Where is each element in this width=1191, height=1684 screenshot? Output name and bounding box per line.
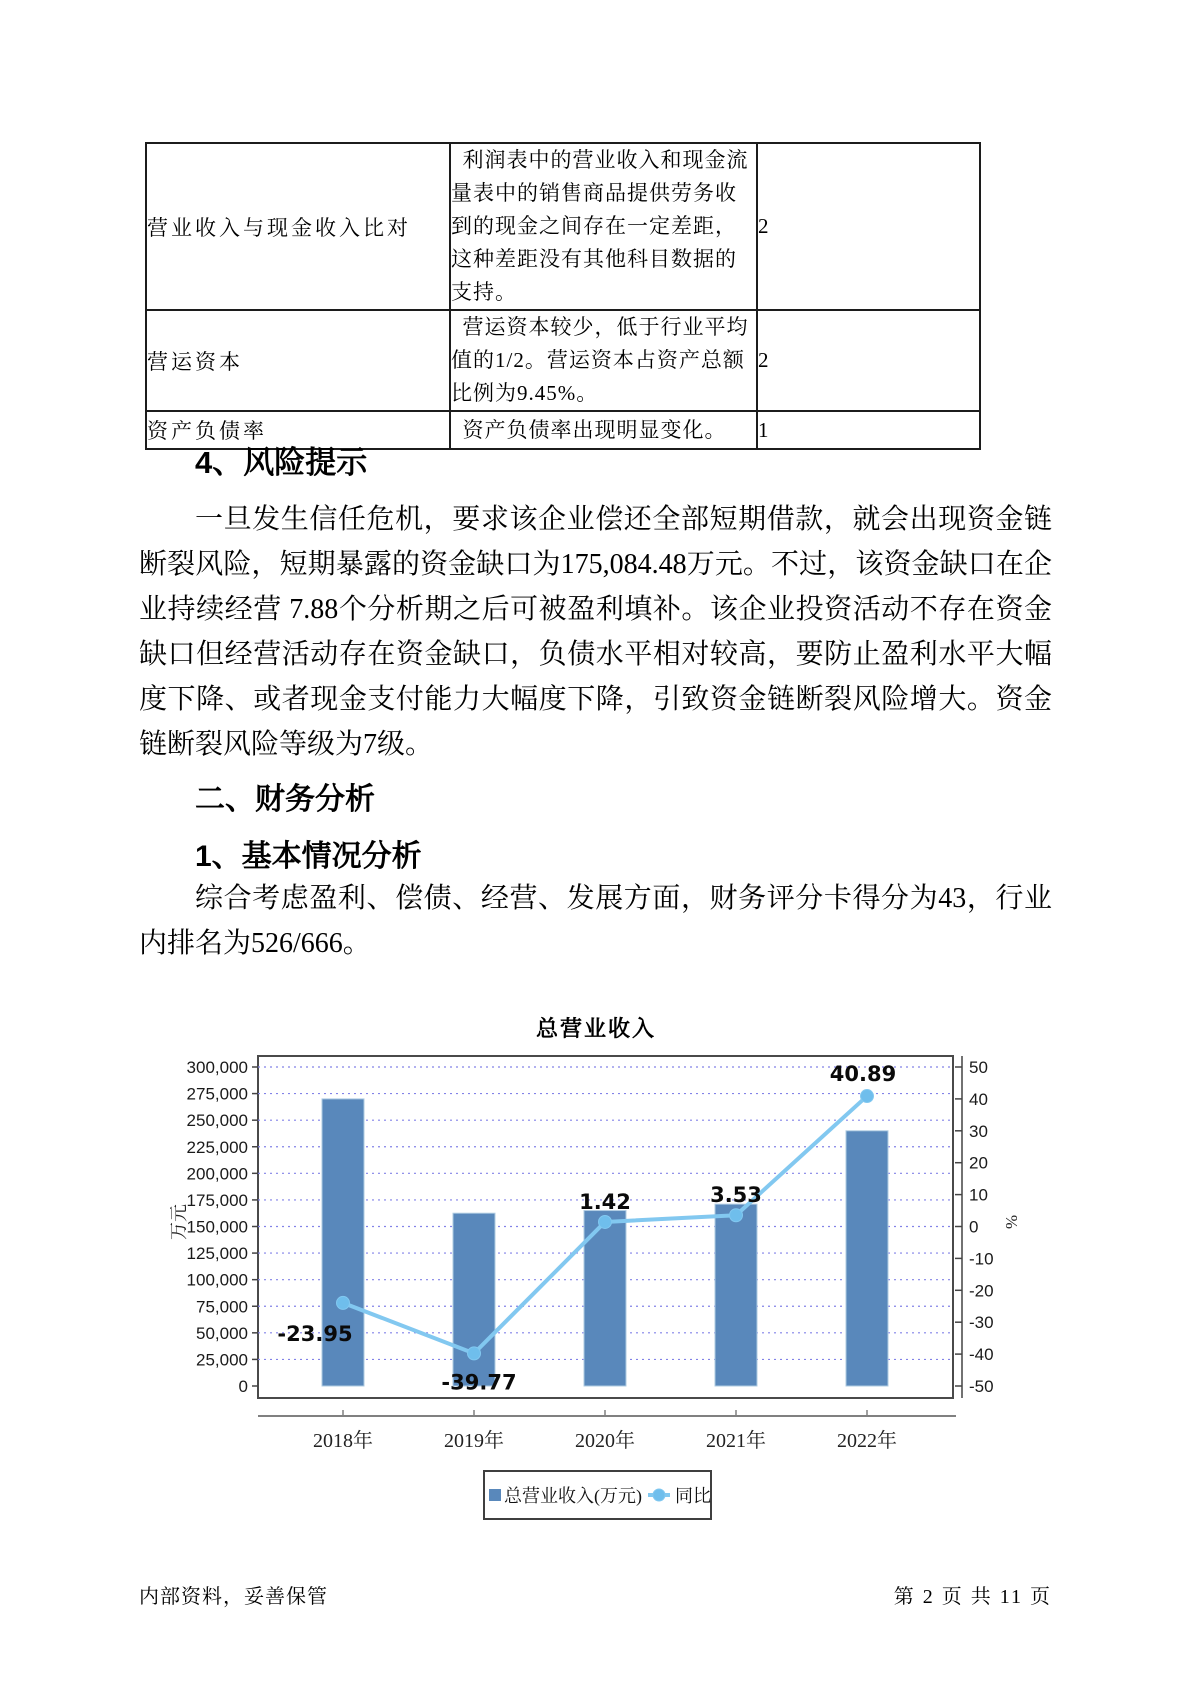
svg-text:0: 0	[969, 1217, 979, 1237]
svg-text:30: 30	[969, 1121, 988, 1141]
bar	[715, 1204, 757, 1386]
heading-financial-analysis: 二、财务分析	[195, 783, 375, 816]
data-label: 1.42	[579, 1189, 631, 1214]
svg-text:40: 40	[969, 1089, 988, 1109]
score-table	[145, 142, 981, 450]
table-row	[146, 143, 980, 310]
data-label: 3.53	[710, 1183, 762, 1208]
svg-text:万元: 万元	[169, 1204, 189, 1240]
row-description: 利润表中的营业收入和现金流量表中的销售商品提供劳务收到的现金之间存在一定差距，这种差距没有其他科目数据的支持。	[451, 148, 749, 304]
svg-text:100,000: 100,000	[186, 1270, 248, 1290]
svg-text:275,000: 275,000	[186, 1084, 248, 1104]
legend-bar-label: 总营业收入(万元)	[504, 1486, 642, 1506]
line-marker	[730, 1209, 743, 1222]
bar-series	[322, 1099, 888, 1386]
legend-line-label: 同比	[675, 1486, 711, 1506]
row-metric: 营运资本	[146, 310, 450, 411]
svg-text:125,000: 125,000	[186, 1244, 248, 1264]
footer-confidential-note: 内部资料，妥善保管	[139, 1586, 328, 1608]
line-marker	[468, 1347, 481, 1360]
data-label: -39.77	[441, 1370, 517, 1395]
svg-text:10: 10	[969, 1185, 988, 1205]
x-axis-label: 2020年	[575, 1430, 635, 1452]
svg-text:75,000: 75,000	[196, 1297, 248, 1317]
risk-paragraph: 一旦发生信任危机，要求该企业偿还全部短期借款，就会出现资金链断裂风险，短期暴露的资金缺口为175,084.48万元。不过，该资金缺口在企业持续经营 7.88个分析期之后可被盈利填补。该企业投资活动不存在资金缺口但经营活动存在资金缺口，负债水平相对较高，要防止盈利水平大幅度下降、或者现金支付能力大幅度下降，引致资金链断裂风险增大。资金链断裂风险等级为7级。	[139, 504, 1052, 760]
line-marker	[599, 1215, 612, 1228]
svg-text:50,000: 50,000	[196, 1323, 248, 1343]
svg-text:20: 20	[969, 1153, 988, 1173]
svg-text:-20: -20	[969, 1281, 994, 1301]
svg-text:300,000: 300,000	[186, 1058, 248, 1077]
row-score: 2	[757, 310, 980, 411]
svg-text:%: %	[1002, 1214, 1021, 1230]
basic-paragraph: 综合考虑盈利、偿债、经营、发展方面，财务评分卡得分为43，行业内排名为526/666。	[139, 883, 1052, 959]
data-label: 40.89	[829, 1062, 897, 1087]
svg-text:-50: -50	[969, 1377, 994, 1396]
row-score: 1	[757, 411, 980, 449]
x-axis-label: 2022年	[837, 1430, 897, 1452]
bar	[846, 1131, 888, 1386]
chart-plot-area	[169, 1056, 1021, 1519]
row-metric: 资产负债率	[146, 411, 450, 449]
heading-basic-analysis: 1、基本情况分析	[195, 840, 422, 873]
footer-page-number: 第 2 页 共 11 页	[893, 1586, 1052, 1608]
table-row	[146, 310, 980, 411]
line-marker	[337, 1296, 350, 1309]
chart-title: 总营业收入	[535, 1016, 657, 1041]
row-description: 资产负债率出现明显变化。	[462, 417, 727, 442]
svg-text:50: 50	[969, 1058, 988, 1077]
x-axis-label: 2019年	[444, 1430, 504, 1452]
x-axis-label: 2018年	[313, 1430, 373, 1452]
heading-risk-warning: 4、风险提示	[195, 445, 368, 480]
svg-text:0: 0	[238, 1377, 248, 1396]
svg-text:-10: -10	[969, 1249, 994, 1269]
row-description: 营运资本较少，低于行业平均值的1/2。营运资本占资产总额比例为9.45%。	[451, 315, 749, 405]
svg-text:-40: -40	[969, 1345, 994, 1365]
svg-text:200,000: 200,000	[186, 1164, 248, 1184]
row-metric: 营业收入与现金收入比对	[146, 143, 450, 310]
row-score: 2	[757, 143, 980, 310]
legend-bar-swatch	[489, 1489, 501, 1501]
svg-text:225,000: 225,000	[186, 1137, 248, 1157]
svg-text:250,000: 250,000	[186, 1111, 248, 1131]
revenue-chart	[140, 1000, 1060, 1540]
x-axis-label: 2021年	[706, 1430, 766, 1452]
revenue-chart-svg	[140, 1000, 1060, 1540]
data-label: -23.95	[277, 1321, 353, 1346]
line-marker	[861, 1090, 874, 1103]
svg-text:25,000: 25,000	[196, 1350, 248, 1370]
svg-text:-30: -30	[969, 1313, 994, 1333]
svg-text:150,000: 150,000	[186, 1217, 248, 1237]
svg-text:175,000: 175,000	[186, 1190, 248, 1210]
